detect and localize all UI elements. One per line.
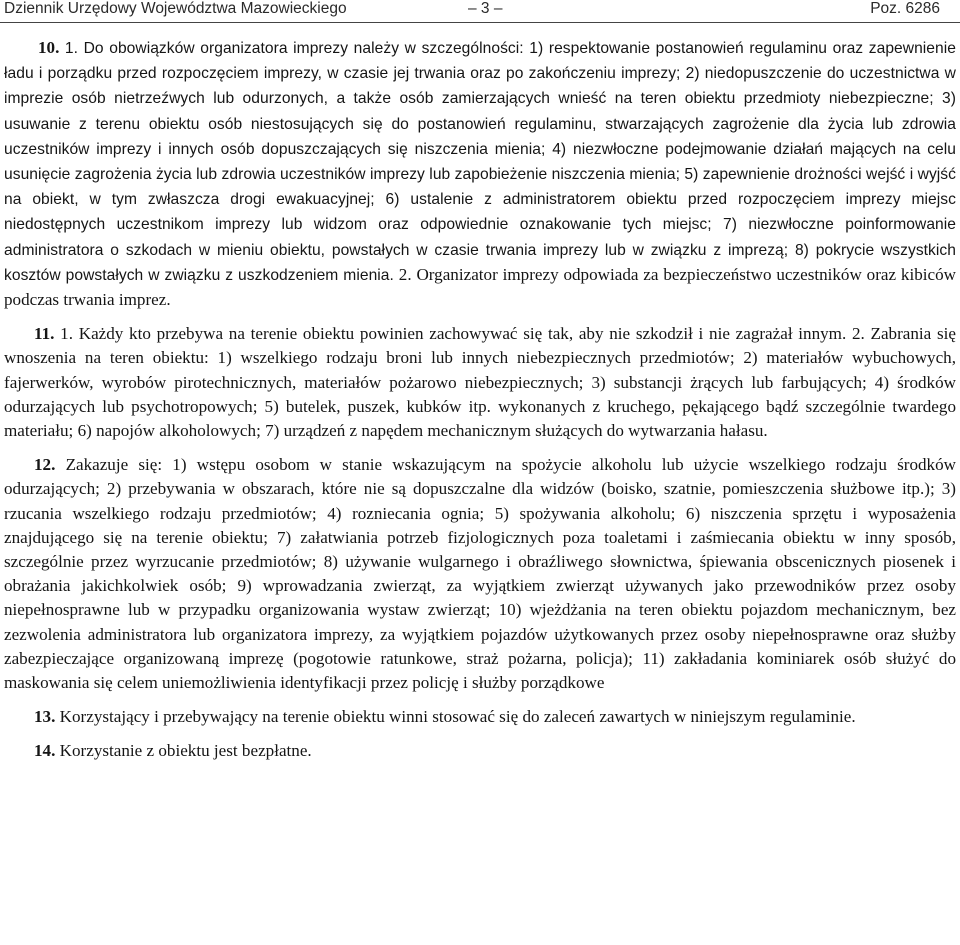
- journal-title: Dziennik Urzędowy Województwa Mazowieckiego: [4, 0, 347, 17]
- position-number: Poz. 6286: [870, 0, 940, 17]
- section-number: 12.: [34, 455, 56, 475]
- section-text: 1. Do obowiązków organizatora imprezy należy w szczególności: 1) respektowanie postanowień regulaminu oraz zapewnienie ładu i porządku przed rozpoczęciem imprezy, w czasie jej trwania oraz po zakończeniu imprezy; 2) niedopuszczenie do uczestnictwa w imprezie osób nietrzeźwych lub odurzonych, a także osób zamierzających wnieść na teren obiektu przedmioty niebezpieczne; 3) usuwanie z terenu obiektu osób niestosujących się do postanowień regulaminu, stwarzających zagrożenie dla życia lub zdrowia uczestników imprezy i innych osób dopuszczających się niszczenia mienia; 4) niezwłoczne podejmowanie działań mających na celu usunięcie zagrożenia życia lub zdrowia uczestników imprezy lub zapobieżenie niszczenia mienia; 5) zapewnienie drożności wejść i wyjść na obiekt, w tym zwłaszcza drogi ewakuacyjnej; 6) ustalenie z administratorem obiektu przed rozpoczęciem imprezy miejsc niedostępnych uczestnikom imprezy lub widzom oraz odpowiednie oznakowanie tych miejsc; 7) niezwłoczne poinformowanie administratora o szkodach w mieniu obiektu, powstałych w czasie trwania imprezy lub w związku z imprezą; 8) pokrycie wszystkich kosztów powstałych w związku z uszkodzeniem mienia.: [4, 40, 956, 284]
- section-14: [4, 739, 956, 763]
- section-13: [4, 705, 956, 729]
- section-text: Korzystający i przebywający na terenie obiektu winni stosować się do zaleceń zawartych w niniejszym regulaminie.: [59, 707, 856, 727]
- section-text: Korzystanie z obiektu jest bezpłatne.: [59, 741, 312, 761]
- section-number: 11.: [34, 324, 55, 344]
- page-header: [0, 0, 960, 20]
- section-12: [4, 453, 956, 695]
- section-text: 2. Organizator imprezy odpowiada za bezpieczeństwo uczestników oraz kibiców podczas trwania imprez.: [4, 264, 956, 310]
- section-number: 14.: [34, 741, 56, 761]
- header-divider: [0, 22, 960, 23]
- section-text: Zakazuje się: 1) wstępu osobom w stanie wskazującym na spożycie alkoholu lub użycie wszelkiego rodzaju środków odurzających; 2) przebywania w obszarach, które nie są dopuszczalne dla widzów (boisko, szatnie, pomieszczenia służbowe itp.); 3) rzucania wszelkiego rodzaju przedmiotów; 4) rozniecania ognia; 5) spożywania alkoholu; 6) niszczenia sprzętu i wyposażenia znajdującego się na terenie obiektu; 7) załatwiania potrzeb fizjologicznych poza toaletami i zaśmiecania obiektu w inny sposób, szczególnie przez wyrzucanie przedmiotów; 8) używanie wulgarnego i obraźliwego słownictwa, śpiewania obscenicznych piosenek i obrażania jakichkolwiek osób; 9) wprowadzania zwierząt, za wyjątkiem zwierząt używanych jako przewodników przez osoby niepełnosprawne lub w przypadku organizowania wystaw zwierząt; 10) wjeżdżania na teren obiektu pojazdom mechanicznym, bez zezwolenia administratora lub organizatora imprezy, za wyjątkiem pojazdów użytkowanych przez osoby niepełnosprawne oraz służby zabezpieczające organizowaną imprezę (pogotowie ratunkowe, straż pożarna, policja); 11) zakładania kominiarek osób służyć do maskowania się celem uniemożliwienia identyfikacji przez policję i służby porządkowe: [4, 455, 956, 693]
- section-11: [4, 322, 956, 443]
- section-number: 10.: [38, 38, 60, 57]
- section-text: 1. Każdy kto przebywa na terenie obiektu powinien zachowywać się tak, aby nie szkodził i nie zagrażał innym. 2. Zabrania się wnoszenia na teren obiektu: 1) wszelkiego rodzaju broni lub innych niebezpiecznych przedmiotów; 2) materiałów wybuchowych, fajerwerków, wyrobów pirotechnicznych, materiałów pożarowo niebezpiecznych; 3) substancji żrących lub farbujących; 4) środków odurzających lub psychotropowych; 5) butelek, puszek, kubków itp. wykonanych z kruchego, pękającego bądź szczególnie twardego materiału; 6) napojów alkoholowych; 7) urządzeń z napędem mechanicznym służących do wytwarzania hałasu.: [4, 324, 956, 441]
- section-number: 13.: [34, 707, 56, 727]
- page-number: – 3 –: [468, 0, 503, 17]
- document-body: [4, 36, 956, 764]
- section-10: [4, 36, 956, 312]
